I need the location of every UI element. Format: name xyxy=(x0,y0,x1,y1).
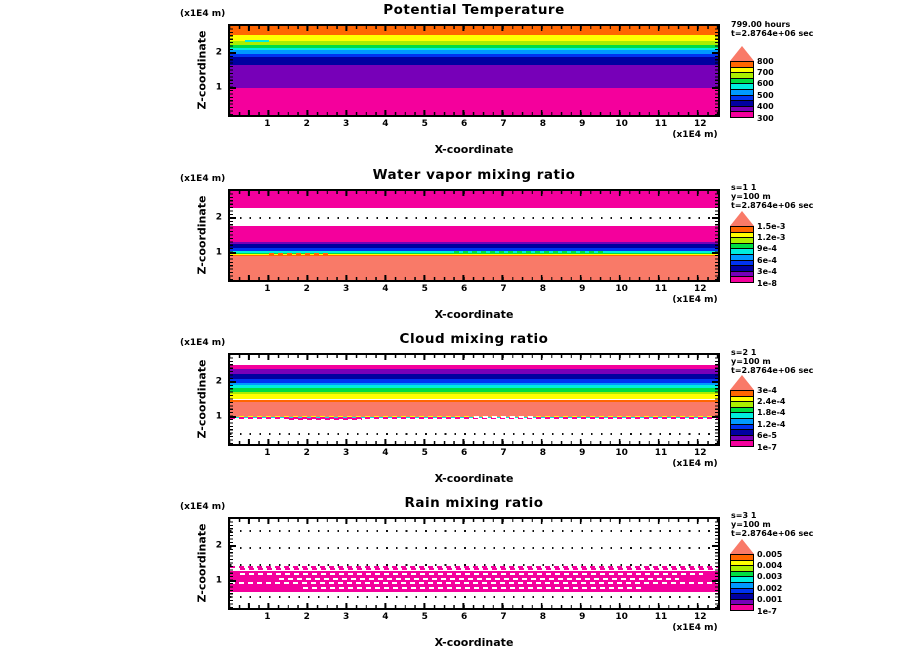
x-tick-label: 11 xyxy=(654,448,668,458)
x-tick-label: 8 xyxy=(539,284,547,294)
plot-frame xyxy=(228,189,720,282)
z-tick-label: 1 xyxy=(215,247,222,258)
x-tick-label: 7 xyxy=(500,119,507,129)
x-tick-label: 5 xyxy=(421,612,428,622)
x-tick-label: 3 xyxy=(342,119,350,129)
x-tick-label: 7 xyxy=(500,284,507,294)
colorbar-overflow-triangle-icon xyxy=(730,211,754,226)
colorbar-label: 9e-4 xyxy=(757,244,777,254)
colorbar-label: 3e-4 xyxy=(757,385,777,395)
x-tick-labels xyxy=(228,448,720,459)
colorbar-label: 0.005 xyxy=(757,549,783,559)
x-tick-label: 10 xyxy=(615,284,628,294)
header-line: s=3 1 xyxy=(731,511,757,520)
colorbar-box xyxy=(730,276,754,283)
x-tick-label: 3 xyxy=(342,284,350,294)
x-tick-label: 1 xyxy=(264,448,271,458)
x-tick-label: 9 xyxy=(579,119,586,129)
colorbar-labels xyxy=(757,221,801,288)
colorbar-overflow-triangle-icon xyxy=(730,46,754,61)
z-unit-label: (x1E4 m) xyxy=(180,338,226,348)
grid-dots-row xyxy=(230,217,718,219)
x-tick-label: 2 xyxy=(303,119,310,129)
colorbar-label: 1e-8 xyxy=(757,278,777,288)
colorbar-box xyxy=(730,604,754,611)
z-tick-labels xyxy=(204,189,222,282)
x-tick-label: 8 xyxy=(539,448,547,458)
colorbar-header xyxy=(731,511,901,538)
dashed-contour-row xyxy=(240,573,704,575)
colorbar-boxes xyxy=(730,554,754,611)
x-tick-label: 10 xyxy=(615,612,628,622)
x-tick-label: 7 xyxy=(500,612,507,622)
colorbar-label: 1.2e-3 xyxy=(757,232,786,242)
dashed-contour-row xyxy=(289,418,362,420)
x-tick-label: 8 xyxy=(539,612,547,622)
colorbar-box xyxy=(730,440,754,447)
colorbar-label: 1e-7 xyxy=(757,442,777,452)
panel-title: Cloud mixing ratio xyxy=(399,331,549,347)
x-unit-label: (x1E4 m) xyxy=(672,130,718,140)
x-unit-label: (x1E4 m) xyxy=(672,459,718,469)
panel-title: Rain mixing ratio xyxy=(404,495,544,511)
colorbar-label: 2.4e-4 xyxy=(757,396,786,406)
z-tick-label: 1 xyxy=(215,82,222,93)
plot-area xyxy=(230,519,718,608)
header-line: t=2.8764e+06 sec xyxy=(731,201,814,210)
plot-frame xyxy=(228,517,720,610)
x-tick-label: 11 xyxy=(654,119,668,129)
dashed-contour-row xyxy=(240,568,713,570)
colorbar-overflow-triangle-icon xyxy=(730,375,754,390)
contour-band xyxy=(230,418,718,444)
colorbar-labels xyxy=(757,549,801,616)
z-unit-label: (x1E4 m) xyxy=(180,174,226,184)
contour-patch xyxy=(245,40,269,41)
x-tick-label: 8 xyxy=(539,119,547,129)
contour-band xyxy=(230,226,718,242)
grid-dots-row xyxy=(230,596,718,598)
x-tick-label: 4 xyxy=(382,119,389,129)
x-tick-labels xyxy=(228,284,720,295)
grid-dots-row xyxy=(230,433,718,435)
x-tick-label: 9 xyxy=(579,612,586,622)
z-unit-label: (x1E4 m) xyxy=(180,9,226,19)
dashed-contour-row xyxy=(269,253,328,255)
grid-dots-row xyxy=(230,530,718,532)
header-line: t=2.8764e+06 sec xyxy=(731,529,814,538)
colorbar-label: 1.8e-4 xyxy=(757,408,786,418)
header-line: s=1 1 xyxy=(731,183,757,192)
z-tick-labels xyxy=(204,24,222,117)
colorbar-label: 1.5e-3 xyxy=(757,221,786,231)
colorbar-label: 0.002 xyxy=(757,583,783,593)
z-tick-label: 2 xyxy=(215,376,222,387)
dashed-contour-row xyxy=(303,587,645,589)
z-tick-label: 2 xyxy=(215,47,222,58)
x-tick-label: 2 xyxy=(303,612,310,622)
x-tick-label: 6 xyxy=(461,448,468,458)
x-tick-label: 12 xyxy=(694,119,707,129)
header-line: t=2.8764e+06 sec xyxy=(731,29,814,38)
colorbar-label: 300 xyxy=(757,113,774,123)
contour-band xyxy=(230,26,718,35)
contour-patch xyxy=(367,224,411,226)
x-tick-label: 1 xyxy=(264,119,271,129)
x-tick-label: 5 xyxy=(421,448,428,458)
x-tick-label: 7 xyxy=(500,448,507,458)
plot-frame xyxy=(228,24,720,117)
contour-band xyxy=(230,65,718,88)
x-tick-label: 5 xyxy=(421,284,428,294)
contour-band xyxy=(230,191,718,208)
z-unit-label: (x1E4 m) xyxy=(180,502,226,512)
plot-area xyxy=(230,355,718,444)
x-axis-label: X-coordinate xyxy=(434,308,514,321)
colorbar-label: 0.001 xyxy=(757,595,783,605)
x-tick-label: 2 xyxy=(303,284,310,294)
header-line: 799.00 hours xyxy=(731,20,791,29)
z-tick-label: 2 xyxy=(215,540,222,551)
x-tick-label: 2 xyxy=(303,448,310,458)
x-tick-labels xyxy=(228,119,720,130)
plot-area xyxy=(230,26,718,115)
colorbar-boxes xyxy=(730,390,754,447)
contour-band xyxy=(230,256,718,280)
colorbar-label: 600 xyxy=(757,79,774,89)
colorbar-header xyxy=(731,183,901,210)
colorbar-label: 700 xyxy=(757,67,774,77)
x-unit-label: (x1E4 m) xyxy=(672,295,718,305)
colorbar-label: 0.004 xyxy=(757,560,783,570)
x-tick-label: 12 xyxy=(694,284,707,294)
grid-dots-row xyxy=(230,547,718,549)
contour-band xyxy=(230,57,718,65)
header-line: s=2 1 xyxy=(731,348,757,357)
x-tick-label: 10 xyxy=(615,119,628,129)
x-tick-label: 3 xyxy=(342,612,350,622)
x-tick-label: 4 xyxy=(382,448,389,458)
colorbar-header xyxy=(731,20,901,38)
colorbar-label: 6e-4 xyxy=(757,255,777,265)
x-axis-label: X-coordinate xyxy=(434,143,514,156)
plot-area xyxy=(230,191,718,280)
colorbar-header xyxy=(731,348,901,375)
colorbar-labels xyxy=(757,56,801,123)
colorbar-overflow-triangle-icon xyxy=(730,539,754,554)
x-tick-label: 4 xyxy=(382,612,389,622)
colorbar-label: 6e-5 xyxy=(757,431,777,441)
dashed-contour-row xyxy=(454,251,605,253)
x-tick-label: 12 xyxy=(694,612,707,622)
x-tick-label: 6 xyxy=(461,284,468,294)
x-tick-label: 12 xyxy=(694,448,707,458)
colorbar-label: 800 xyxy=(757,56,774,66)
x-tick-label: 9 xyxy=(579,448,586,458)
z-axis-label: Z-coordinate xyxy=(195,523,209,603)
z-tick-label: 2 xyxy=(215,212,222,223)
z-axis-label: Z-coordinate xyxy=(195,30,209,110)
x-tick-label: 5 xyxy=(421,119,428,129)
colorbar-label: 0.003 xyxy=(757,572,783,582)
x-tick-label: 1 xyxy=(264,612,271,622)
x-axis-label: X-coordinate xyxy=(434,636,514,649)
dashed-contour-row xyxy=(230,582,718,584)
x-tick-label: 6 xyxy=(461,119,468,129)
x-unit-label: (x1E4 m) xyxy=(672,623,718,633)
x-axis-label: X-coordinate xyxy=(434,472,514,485)
dashed-contour-row xyxy=(279,578,679,580)
z-tick-label: 1 xyxy=(215,411,222,422)
colorbar-labels xyxy=(757,385,801,452)
plot-frame xyxy=(228,353,720,446)
contour-band xyxy=(230,35,718,42)
z-tick-labels xyxy=(204,353,222,446)
colorbar-boxes xyxy=(730,226,754,283)
z-axis-label: Z-coordinate xyxy=(195,359,209,439)
x-tick-label: 3 xyxy=(342,448,350,458)
x-tick-label: 6 xyxy=(461,612,468,622)
colorbar-box xyxy=(730,111,754,118)
contour-band xyxy=(230,355,718,365)
header-line: t=2.8764e+06 sec xyxy=(731,366,814,375)
colorbar-boxes xyxy=(730,61,754,118)
x-tick-labels xyxy=(228,612,720,623)
colorbar-label: 1.2e-4 xyxy=(757,419,786,429)
panel-title: Water vapor mixing ratio xyxy=(372,167,576,183)
header-line: y=100 m xyxy=(731,192,771,201)
colorbar-label: 400 xyxy=(757,102,774,112)
colorbar-label: 1e-7 xyxy=(757,606,777,616)
x-tick-label: 9 xyxy=(579,284,586,294)
colorbar-label: 3e-4 xyxy=(757,267,777,277)
contour-band xyxy=(230,88,718,115)
z-tick-labels xyxy=(204,517,222,610)
colorbar-label: 500 xyxy=(757,90,774,100)
z-axis-label: Z-coordinate xyxy=(195,195,209,275)
x-tick-label: 10 xyxy=(615,448,628,458)
x-tick-label: 1 xyxy=(264,284,271,294)
x-tick-label: 4 xyxy=(382,284,389,294)
panel-title: Potential Temperature xyxy=(383,2,565,18)
z-tick-label: 1 xyxy=(215,575,222,586)
dashed-contour-row xyxy=(474,416,533,418)
x-tick-label: 11 xyxy=(654,284,668,294)
header-line: y=100 m xyxy=(731,357,771,366)
x-tick-label: 11 xyxy=(654,612,668,622)
header-line: y=100 m xyxy=(731,520,771,529)
